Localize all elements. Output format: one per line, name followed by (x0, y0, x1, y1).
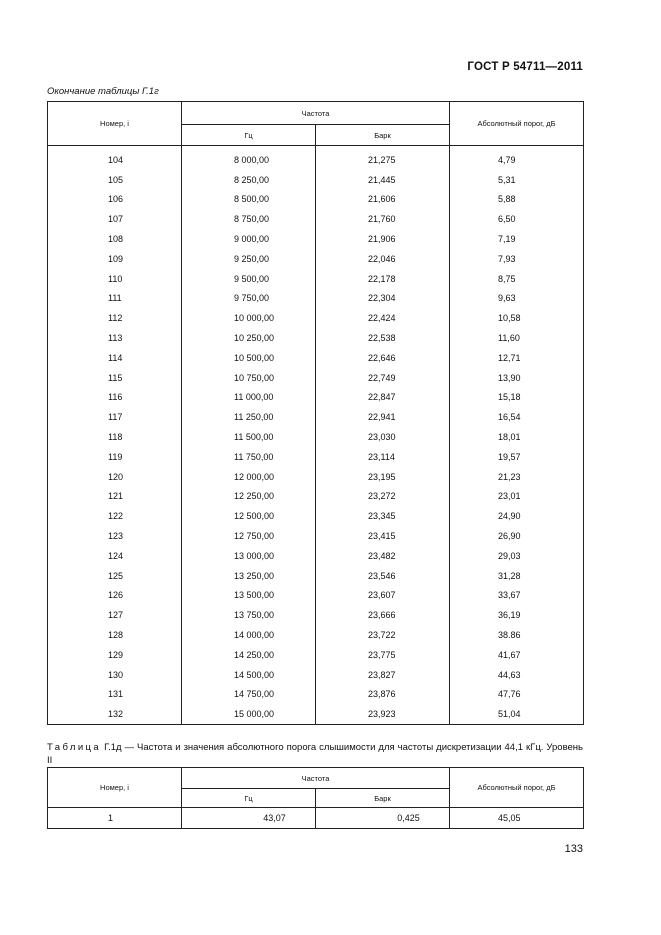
table-row (48, 566, 584, 586)
cell-bark: 23,114 (316, 447, 450, 467)
cell-threshold: 29,03 (450, 546, 584, 566)
cell-bark: 23,876 (316, 685, 450, 705)
cell-bark: 22,646 (316, 348, 450, 368)
cell-number: 109 (48, 249, 182, 269)
cell-number: 116 (48, 388, 182, 408)
cell-threshold: 47,76 (450, 685, 584, 705)
cell-bark: 23,482 (316, 546, 450, 566)
table-row (48, 146, 584, 170)
header-frequency: Частота (182, 768, 450, 789)
table-row (48, 427, 584, 447)
cell-hz: 14 000,00 (182, 625, 316, 645)
cell-hz: 14 250,00 (182, 645, 316, 665)
table-row (48, 625, 584, 645)
frequency-threshold-table-g1d (47, 767, 584, 829)
cell-bark: 21,906 (316, 229, 450, 249)
cell-threshold: 16,54 (450, 407, 584, 427)
table-row (48, 685, 584, 705)
cell-number: 130 (48, 665, 182, 685)
cell-number: 111 (48, 289, 182, 309)
cell-threshold: 45,05 (450, 808, 584, 829)
cell-number: 125 (48, 566, 182, 586)
cell-hz: 15 000,00 (182, 704, 316, 724)
cell-number: 108 (48, 229, 182, 249)
cell-threshold: 10,58 (450, 308, 584, 328)
page-number: 133 (564, 843, 583, 855)
cell-number: 119 (48, 447, 182, 467)
document-standard-number: ГОСТ Р 54711—2011 (467, 61, 583, 73)
cell-number: 128 (48, 625, 182, 645)
cell-hz: 8 000,00 (182, 146, 316, 170)
header-bark: Барк (316, 125, 450, 146)
table-row (48, 209, 584, 229)
header-hz: Гц (182, 125, 316, 146)
cell-hz: 13 500,00 (182, 586, 316, 606)
table-row (48, 407, 584, 427)
cell-number: 114 (48, 348, 182, 368)
table-row (48, 645, 584, 665)
cell-threshold: 36,19 (450, 605, 584, 625)
cell-threshold: 41,67 (450, 645, 584, 665)
cell-bark: 22,941 (316, 407, 450, 427)
header-number: Номер, i (48, 102, 182, 146)
cell-hz: 11 500,00 (182, 427, 316, 447)
table-row (48, 170, 584, 190)
cell-hz: 12 500,00 (182, 506, 316, 526)
cell-hz: 9 000,00 (182, 229, 316, 249)
cell-hz: 12 250,00 (182, 487, 316, 507)
cell-hz: 14 500,00 (182, 665, 316, 685)
cell-number: 123 (48, 526, 182, 546)
table-row (48, 368, 584, 388)
cell-hz: 9 750,00 (182, 289, 316, 309)
cell-threshold: 12,71 (450, 348, 584, 368)
table-row (48, 190, 584, 210)
cell-bark: 23,415 (316, 526, 450, 546)
cell-number: 113 (48, 328, 182, 348)
cell-bark: 23,345 (316, 506, 450, 526)
cell-hz: 13 000,00 (182, 546, 316, 566)
cell-threshold: 33,67 (450, 586, 584, 606)
cell-hz: 12 000,00 (182, 467, 316, 487)
cell-threshold: 7,19 (450, 229, 584, 249)
cell-threshold: 13,90 (450, 368, 584, 388)
table-row (48, 586, 584, 606)
cell-threshold: 23,01 (450, 487, 584, 507)
cell-bark: 23,827 (316, 665, 450, 685)
cell-hz: 10 500,00 (182, 348, 316, 368)
table-row (48, 269, 584, 289)
table-row (48, 546, 584, 566)
cell-threshold: 5,31 (450, 170, 584, 190)
cell-hz: 13 250,00 (182, 566, 316, 586)
cell-hz: 43,07 (182, 808, 316, 829)
table-row (48, 348, 584, 368)
cell-hz: 8 250,00 (182, 170, 316, 190)
cell-hz: 12 750,00 (182, 526, 316, 546)
cell-bark: 23,923 (316, 704, 450, 724)
table-row (48, 308, 584, 328)
cell-number: 110 (48, 269, 182, 289)
cell-bark: 22,046 (316, 249, 450, 269)
cell-threshold: 21,23 (450, 467, 584, 487)
table-body (48, 808, 584, 829)
cell-hz: 13 750,00 (182, 605, 316, 625)
cell-threshold: 31,28 (450, 566, 584, 586)
cell-threshold: 7,93 (450, 249, 584, 269)
cell-threshold: 26,90 (450, 526, 584, 546)
cell-hz: 14 750,00 (182, 685, 316, 705)
cell-threshold: 24,90 (450, 506, 584, 526)
cell-number: 1 (48, 808, 182, 829)
cell-bark: 23,195 (316, 467, 450, 487)
table-row (48, 487, 584, 507)
header-threshold: Абсолютный порог, дБ (450, 102, 584, 146)
cell-hz: 10 750,00 (182, 368, 316, 388)
table-body (48, 146, 584, 725)
cell-number: 124 (48, 546, 182, 566)
cell-number: 126 (48, 586, 182, 606)
cell-bark: 23,607 (316, 586, 450, 606)
cell-bark: 22,847 (316, 388, 450, 408)
cell-number: 129 (48, 645, 182, 665)
cell-hz: 9 500,00 (182, 269, 316, 289)
cell-bark: 21,445 (316, 170, 450, 190)
cell-number: 115 (48, 368, 182, 388)
cell-bark: 22,749 (316, 368, 450, 388)
header-threshold: Абсолютный порог, дБ (450, 768, 584, 808)
cell-hz: 8 750,00 (182, 209, 316, 229)
table-row (48, 665, 584, 685)
cell-bark: 21,606 (316, 190, 450, 210)
frequency-threshold-table-g1g (47, 101, 584, 725)
cell-threshold: 6,50 (450, 209, 584, 229)
cell-hz: 10 000,00 (182, 308, 316, 328)
cell-bark: 22,304 (316, 289, 450, 309)
table-row (48, 388, 584, 408)
cell-bark: 23,666 (316, 605, 450, 625)
cell-hz: 11 750,00 (182, 447, 316, 467)
cell-number: 107 (48, 209, 182, 229)
header-bark: Барк (316, 789, 450, 808)
table-row (48, 229, 584, 249)
cell-bark: 23,030 (316, 427, 450, 447)
cell-number: 120 (48, 467, 182, 487)
table-row (48, 447, 584, 467)
table-g1d-caption (47, 741, 583, 767)
cell-number: 122 (48, 506, 182, 526)
cell-bark: 22,538 (316, 328, 450, 348)
cell-threshold: 44,63 (450, 665, 584, 685)
table-title: Г.1д — Частота и значения абсолютного порога слышимости для частоты дискретизации 44,1 кГц. Уровень II (47, 742, 583, 766)
cell-bark: 23,775 (316, 645, 450, 665)
cell-number: 131 (48, 685, 182, 705)
header-hz: Гц (182, 789, 316, 808)
table-row (48, 289, 584, 309)
cell-hz: 10 250,00 (182, 328, 316, 348)
cell-threshold: 4,79 (450, 146, 584, 170)
cell-threshold: 51,04 (450, 704, 584, 724)
cell-number: 127 (48, 605, 182, 625)
table-row (48, 506, 584, 526)
cell-threshold: 9,63 (450, 289, 584, 309)
cell-number: 121 (48, 487, 182, 507)
table-row (48, 704, 584, 724)
cell-bark: 23,722 (316, 625, 450, 645)
cell-threshold: 19,57 (450, 447, 584, 467)
cell-hz: 9 250,00 (182, 249, 316, 269)
cell-number: 104 (48, 146, 182, 170)
cell-threshold: 18,01 (450, 427, 584, 447)
table-continuation-caption: Окончание таблицы Г.1г (47, 86, 159, 97)
cell-hz: 11 250,00 (182, 407, 316, 427)
table-row (48, 808, 584, 829)
table-label: Таблица (47, 742, 102, 753)
header-frequency: Частота (182, 102, 450, 125)
table-row (48, 328, 584, 348)
cell-threshold: 38.86 (450, 625, 584, 645)
cell-bark: 22,178 (316, 269, 450, 289)
cell-number: 112 (48, 308, 182, 328)
table-row (48, 526, 584, 546)
cell-threshold: 5,88 (450, 190, 584, 210)
cell-number: 132 (48, 704, 182, 724)
cell-bark: 23,546 (316, 566, 450, 586)
cell-hz: 11 000,00 (182, 388, 316, 408)
cell-number: 106 (48, 190, 182, 210)
cell-hz: 8 500,00 (182, 190, 316, 210)
table-row (48, 605, 584, 625)
cell-threshold: 8,75 (450, 269, 584, 289)
table-row (48, 467, 584, 487)
cell-bark: 21,275 (316, 146, 450, 170)
cell-bark: 0,425 (316, 808, 450, 829)
cell-threshold: 15,18 (450, 388, 584, 408)
cell-bark: 22,424 (316, 308, 450, 328)
cell-threshold: 11,60 (450, 328, 584, 348)
table-row (48, 249, 584, 269)
cell-number: 117 (48, 407, 182, 427)
cell-bark: 23,272 (316, 487, 450, 507)
cell-number: 105 (48, 170, 182, 190)
header-number: Номер, i (48, 768, 182, 808)
cell-number: 118 (48, 427, 182, 447)
cell-bark: 21,760 (316, 209, 450, 229)
